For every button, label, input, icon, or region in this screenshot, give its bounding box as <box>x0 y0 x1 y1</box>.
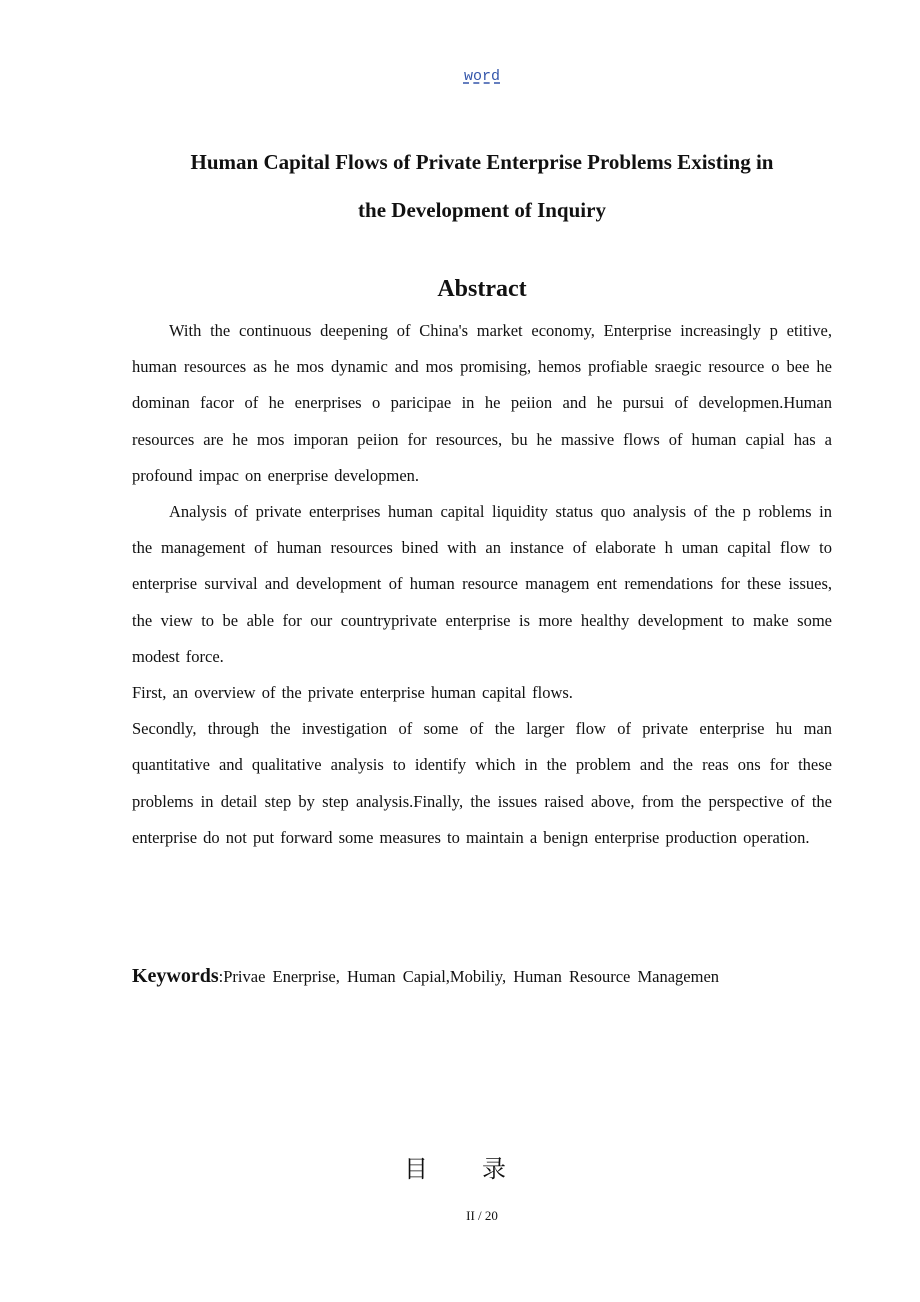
keywords-label: Keywords <box>132 965 219 987</box>
abstract-body <box>132 313 832 856</box>
document-title <box>132 138 832 234</box>
abstract-heading: Abstract <box>437 276 527 302</box>
header-word-link[interactable]: word <box>463 68 500 85</box>
abstract-paragraph: Analysis of private enterprises human capital liquidity status quo analysis of the p roblems in the management of human resources bined with an instance of elaborate h uman capital flow to enterprise survival and development of human resource managem ent remendations for these issues, the view to be able for our countryprivate enterprise is more healthy development to make some modest force. <box>132 502 832 666</box>
abstract-paragraph: Secondly, through the investigation of some of the larger flow of private enterprise hu man quantitative and qualitative analysis to identify which in the problem and the reas ons for these problems in detail step by step analysis.Finally, the issues raised above, from the perspective of the enterprise do not put forward some measures to maintain a benign enterprise production operation. <box>132 719 832 847</box>
title-line-2: the Development of Inquiry <box>358 198 606 222</box>
title-line-1: Human Capital Flows of Private Enterprise Problems Existing in <box>190 150 774 174</box>
keywords-line <box>132 962 852 991</box>
abstract-paragraph: With the continuous deepening of China's market economy, Enterprise increasingly p etitive, human resources as he mos dynamic and mos promising, hemos profiable sraegic resource o bee he dominan facor of he enerprises o paricipae in he peiion and he pursui of developmen.Human resources are he mos imporan peiion for resources, bu he massive flows of human capial has a profound impac on enerprise developmen. <box>132 321 832 485</box>
abstract-paragraph: First, an overview of the private enterprise human capital flows. <box>132 683 573 703</box>
toc-heading: 目录 <box>404 1155 560 1183</box>
page-number: II / 20 <box>466 1208 498 1223</box>
keywords-text: :Privae Enerprise, Human Capial,Mobiliy, Human Resource Managemen <box>218 967 720 986</box>
